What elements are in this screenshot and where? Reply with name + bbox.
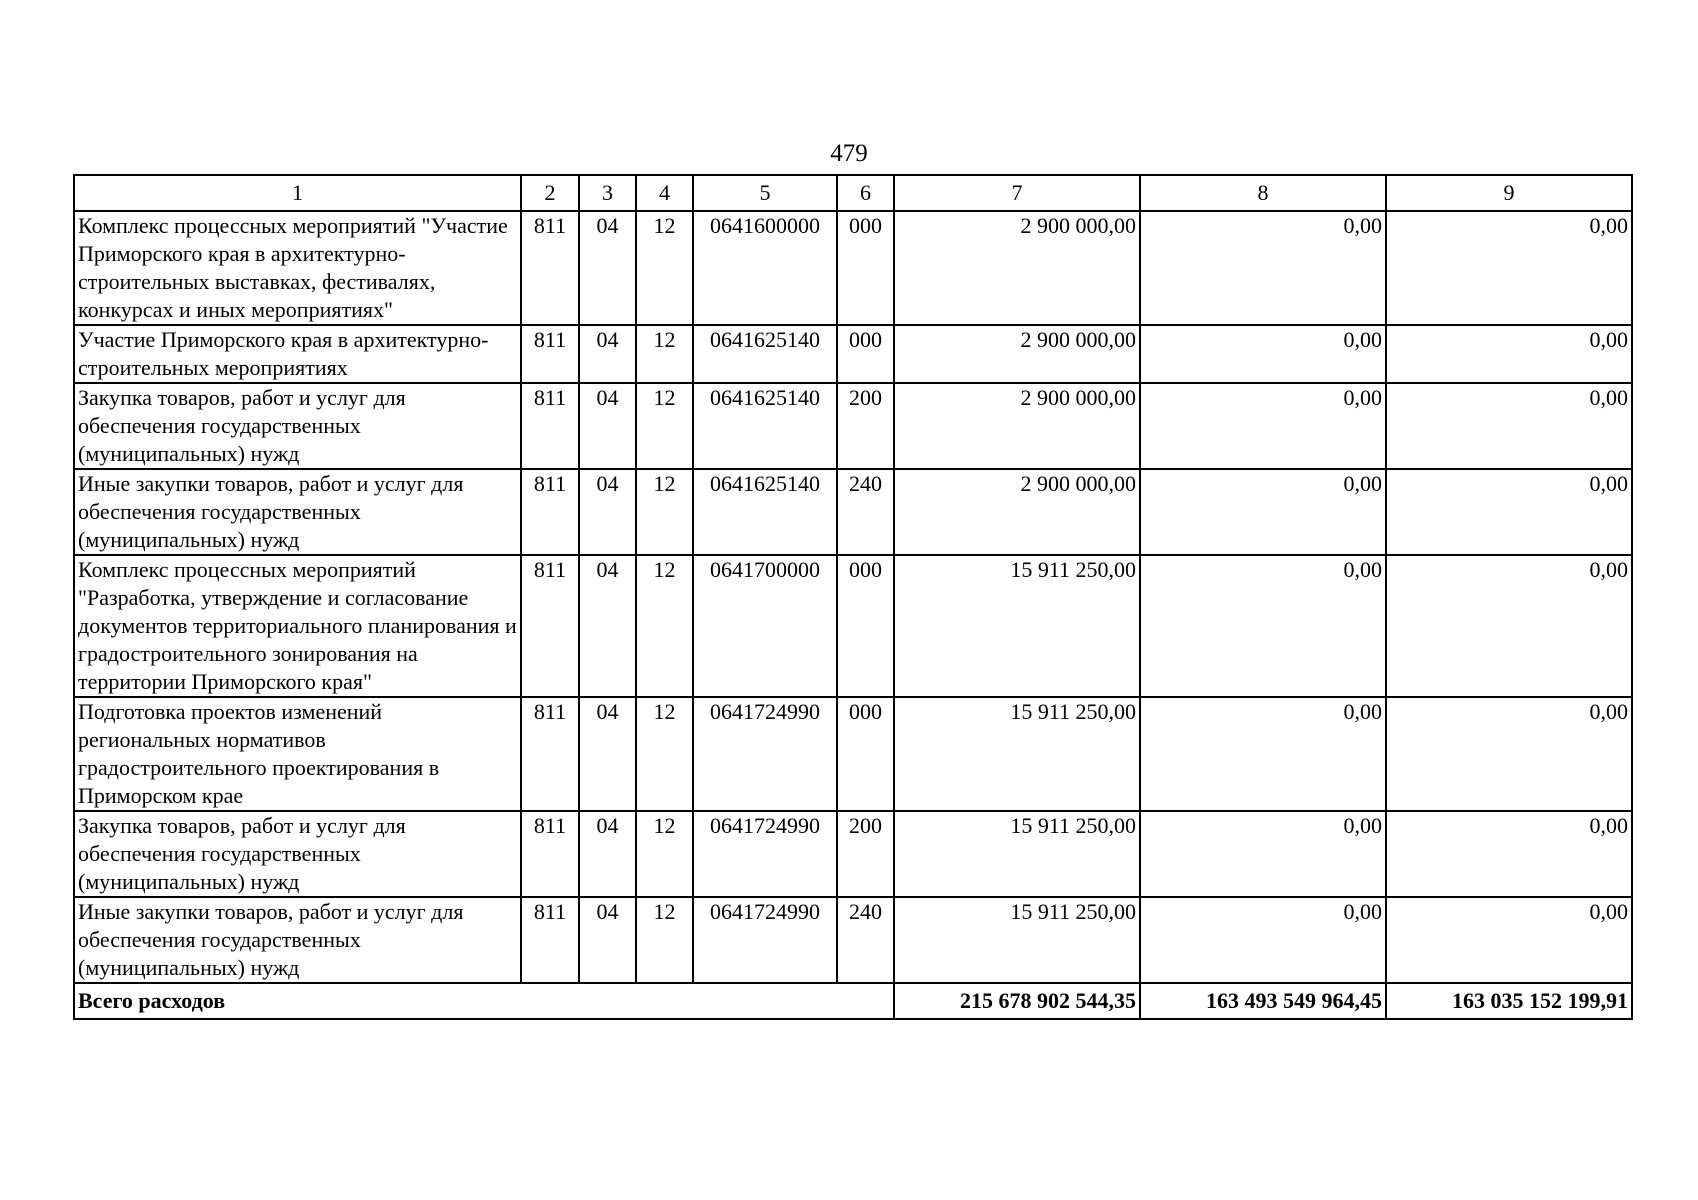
cell-amount-7: 15 911 250,00 [894,697,1140,811]
column-header: 6 [837,175,894,211]
cell-section: 04 [579,469,636,555]
row-name: Участие Приморского края в архитектурно-строительных мероприятиях [74,325,521,383]
cell-target-article: 0641625140 [693,383,837,469]
row-name: Закупка товаров, работ и услуг для обеспечения государственных (муниципальных) нужд [74,811,521,897]
total-amount-9: 163 035 152 199,91 [1386,983,1632,1019]
column-header: 3 [579,175,636,211]
cell-amount-7: 15 911 250,00 [894,555,1140,697]
cell-ministry: 811 [521,383,579,469]
column-header: 7 [894,175,1140,211]
cell-amount-8: 0,00 [1140,555,1386,697]
cell-section: 04 [579,697,636,811]
cell-amount-7: 15 911 250,00 [894,897,1140,983]
cell-amount-9: 0,00 [1386,555,1632,697]
budget-table [73,174,1633,1020]
cell-expense-type: 200 [837,811,894,897]
cell-target-article: 0641724990 [693,897,837,983]
row-name: Подготовка проектов изменений региональных нормативов градостроительного проектирования в Приморском крае [74,697,521,811]
cell-ministry: 811 [521,697,579,811]
cell-amount-8: 0,00 [1140,697,1386,811]
cell-expense-type: 240 [837,897,894,983]
cell-subsection: 12 [636,697,693,811]
total-label: Всего расходов [74,983,894,1019]
column-header: 9 [1386,175,1632,211]
column-header: 8 [1140,175,1386,211]
table-row [74,697,1632,811]
cell-amount-8: 0,00 [1140,211,1386,325]
cell-section: 04 [579,211,636,325]
table-row [74,897,1632,983]
cell-subsection: 12 [636,555,693,697]
total-amount-8: 163 493 549 964,45 [1140,983,1386,1019]
cell-expense-type: 000 [837,211,894,325]
cell-subsection: 12 [636,383,693,469]
cell-amount-9: 0,00 [1386,697,1632,811]
cell-expense-type: 000 [837,697,894,811]
cell-amount-9: 0,00 [1386,383,1632,469]
column-header: 4 [636,175,693,211]
total-amount-7: 215 678 902 544,35 [894,983,1140,1019]
cell-subsection: 12 [636,897,693,983]
table-row [74,211,1632,325]
cell-section: 04 [579,555,636,697]
cell-ministry: 811 [521,897,579,983]
cell-target-article: 0641625140 [693,325,837,383]
cell-ministry: 811 [521,555,579,697]
cell-section: 04 [579,811,636,897]
cell-subsection: 12 [636,211,693,325]
row-name: Иные закупки товаров, работ и услуг для обеспечения государственных (муниципальных) нужд [74,469,521,555]
cell-target-article: 0641724990 [693,697,837,811]
row-name: Комплекс процессных мероприятий "Разработка, утверждение и согласование документов территориального планирования и градостроительного зонирования на территории Приморского края" [74,555,521,697]
cell-ministry: 811 [521,325,579,383]
cell-ministry: 811 [521,211,579,325]
table-row [74,383,1632,469]
cell-amount-7: 2 900 000,00 [894,325,1140,383]
cell-amount-7: 2 900 000,00 [894,211,1140,325]
cell-amount-8: 0,00 [1140,811,1386,897]
cell-target-article: 0641625140 [693,469,837,555]
column-header: 2 [521,175,579,211]
cell-amount-8: 0,00 [1140,469,1386,555]
cell-ministry: 811 [521,469,579,555]
cell-amount-7: 15 911 250,00 [894,811,1140,897]
cell-amount-9: 0,00 [1386,325,1632,383]
cell-amount-9: 0,00 [1386,897,1632,983]
cell-section: 04 [579,897,636,983]
cell-subsection: 12 [636,325,693,383]
page-number: 479 [830,140,868,167]
cell-amount-7: 2 900 000,00 [894,383,1140,469]
cell-expense-type: 000 [837,555,894,697]
cell-ministry: 811 [521,811,579,897]
cell-amount-8: 0,00 [1140,325,1386,383]
cell-amount-8: 0,00 [1140,897,1386,983]
cell-amount-8: 0,00 [1140,383,1386,469]
total-row [74,983,1632,1019]
cell-expense-type: 240 [837,469,894,555]
row-name: Иные закупки товаров, работ и услуг для обеспечения государственных (муниципальных) нужд [74,897,521,983]
header-row [74,175,1632,211]
cell-expense-type: 000 [837,325,894,383]
cell-expense-type: 200 [837,383,894,469]
table-row [74,325,1632,383]
cell-section: 04 [579,383,636,469]
cell-amount-9: 0,00 [1386,211,1632,325]
cell-amount-9: 0,00 [1386,811,1632,897]
cell-target-article: 0641700000 [693,555,837,697]
cell-amount-9: 0,00 [1386,469,1632,555]
cell-target-article: 0641724990 [693,811,837,897]
cell-subsection: 12 [636,469,693,555]
cell-target-article: 0641600000 [693,211,837,325]
column-header: 1 [74,175,521,211]
cell-amount-7: 2 900 000,00 [894,469,1140,555]
row-name: Закупка товаров, работ и услуг для обеспечения государственных (муниципальных) нужд [74,383,521,469]
table-row [74,555,1632,697]
row-name: Комплекс процессных мероприятий "Участие Приморского края в архитектурно-строительных выставках, фестивалях, конкурсах и иных мероприятиях" [74,211,521,325]
cell-subsection: 12 [636,811,693,897]
table-row [74,469,1632,555]
cell-section: 04 [579,325,636,383]
table-row [74,811,1632,897]
column-header: 5 [693,175,837,211]
